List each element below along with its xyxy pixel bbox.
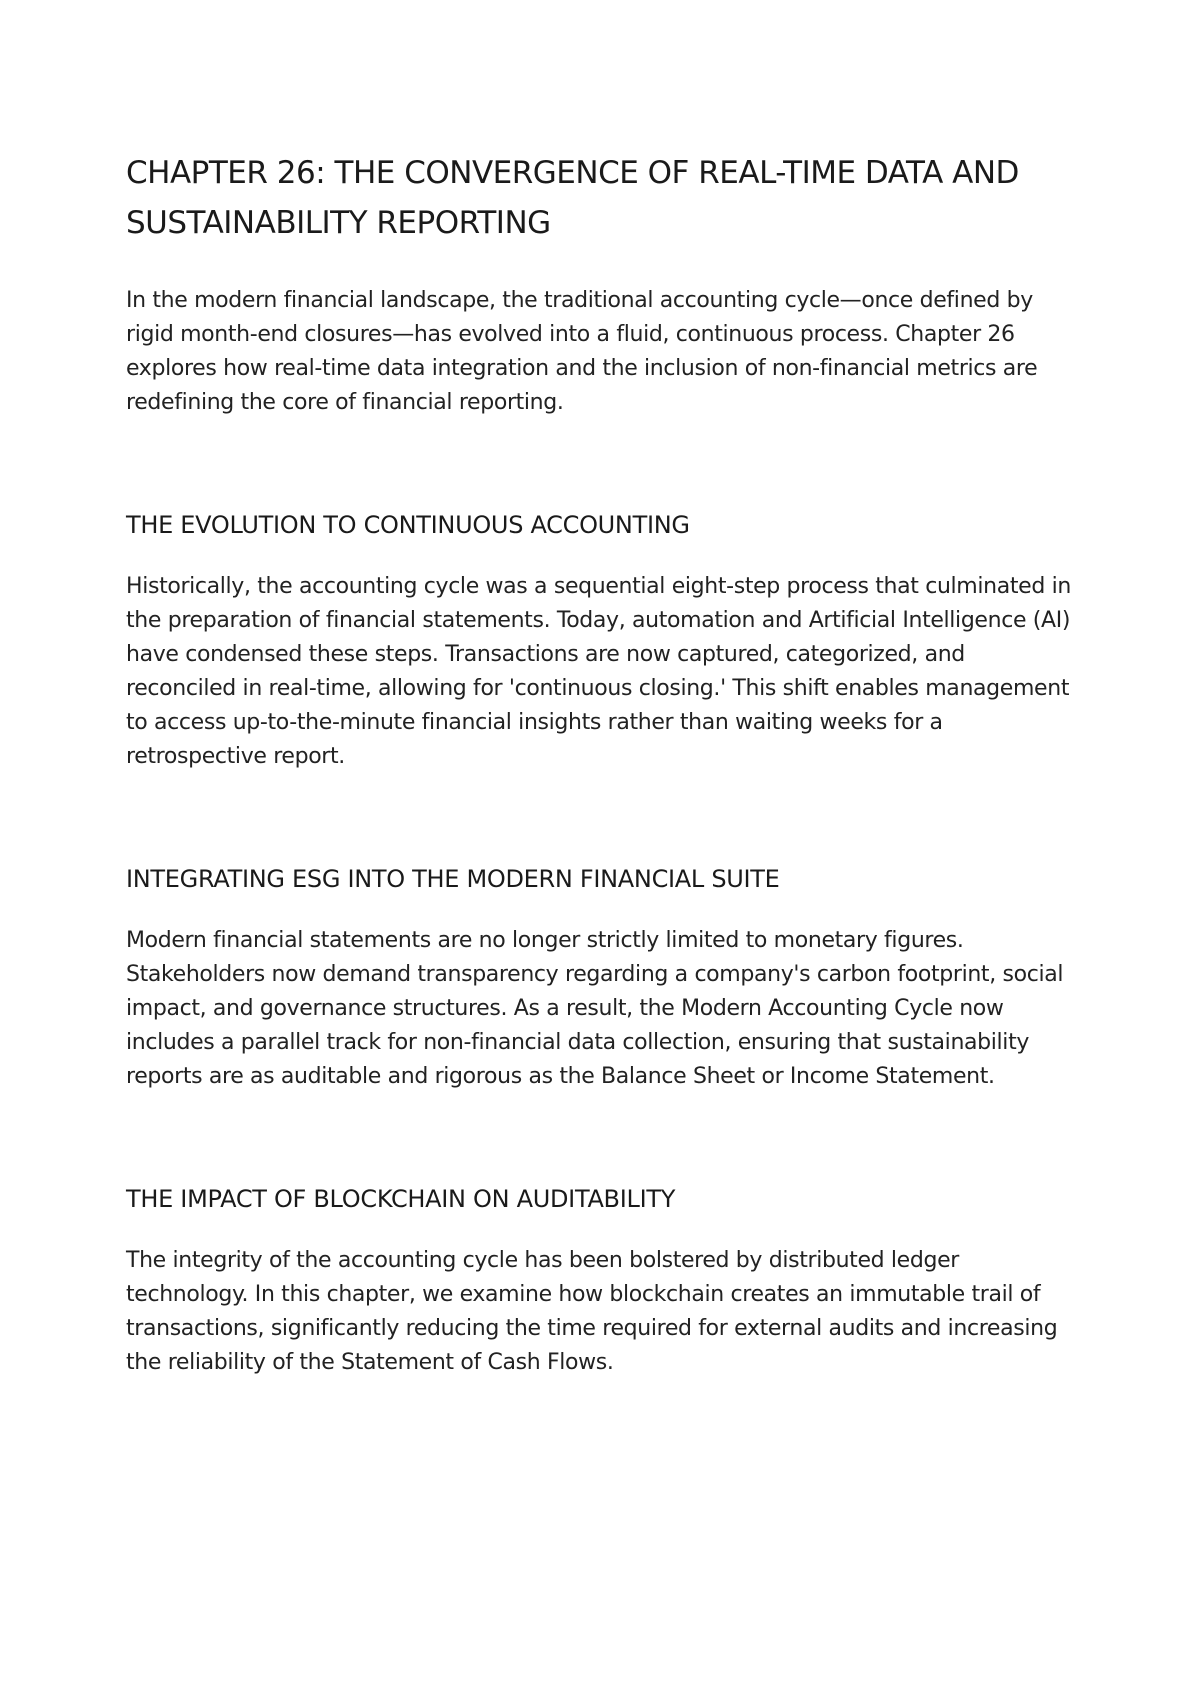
section-blockchain [126, 1182, 1076, 1380]
section-body: Modern financial statements are no longer strictly limited to monetary figures. Stakeholders now demand transparency regarding a company's carbon footprint, social impact, and governance structures. As a result, the Modern Accounting Cycle now includes a parallel track for non-financial data collection, ensuring that sustainability reports are as auditable and rigorous as the Balance Sheet or Income Statement. [126, 928, 1064, 1089]
section-heading: THE IMPACT OF BLOCKCHAIN ON AUDITABILITY [126, 1185, 676, 1213]
intro-paragraph: In the modern financial landscape, the traditional accounting cycle—once defined by rigid month-end closures—has evolved into a fluid, continuous process. Chapter 26 explores how real-time data integration and the inclusion of non-financial metrics are redefining the core of financial reporting. [126, 288, 1038, 415]
document-page [126, 148, 1076, 1380]
section-body: The integrity of the accounting cycle has been bolstered by distributed ledger technology. In this chapter, we examine how blockchain creates an immutable trail of transactions, significantly reducing the time required for external audits and increasing the reliability of the Statement of Cash Flows. [126, 1248, 1058, 1375]
section-continuous-accounting [126, 508, 1076, 774]
section-esg [126, 862, 1076, 1094]
section-heading: THE EVOLUTION TO CONTINUOUS ACCOUNTING [126, 511, 690, 539]
chapter-title: CHAPTER 26: THE CONVERGENCE OF REAL-TIME DATA AND SUSTAINABILITY REPORTING [126, 155, 1019, 241]
section-heading: INTEGRATING ESG INTO THE MODERN FINANCIAL SUITE [126, 865, 780, 893]
section-body: Historically, the accounting cycle was a sequential eight-step process that culminated in the preparation of financial statements. Today, automation and Artificial Intelligence (AI) have condensed these steps. Transactions are now captured, categorized, and reconciled in real-time, allowing for 'continuous closing.' This shift enables management to access up-to-the-minute financial insights rather than waiting weeks for a retrospective report. [126, 574, 1071, 769]
